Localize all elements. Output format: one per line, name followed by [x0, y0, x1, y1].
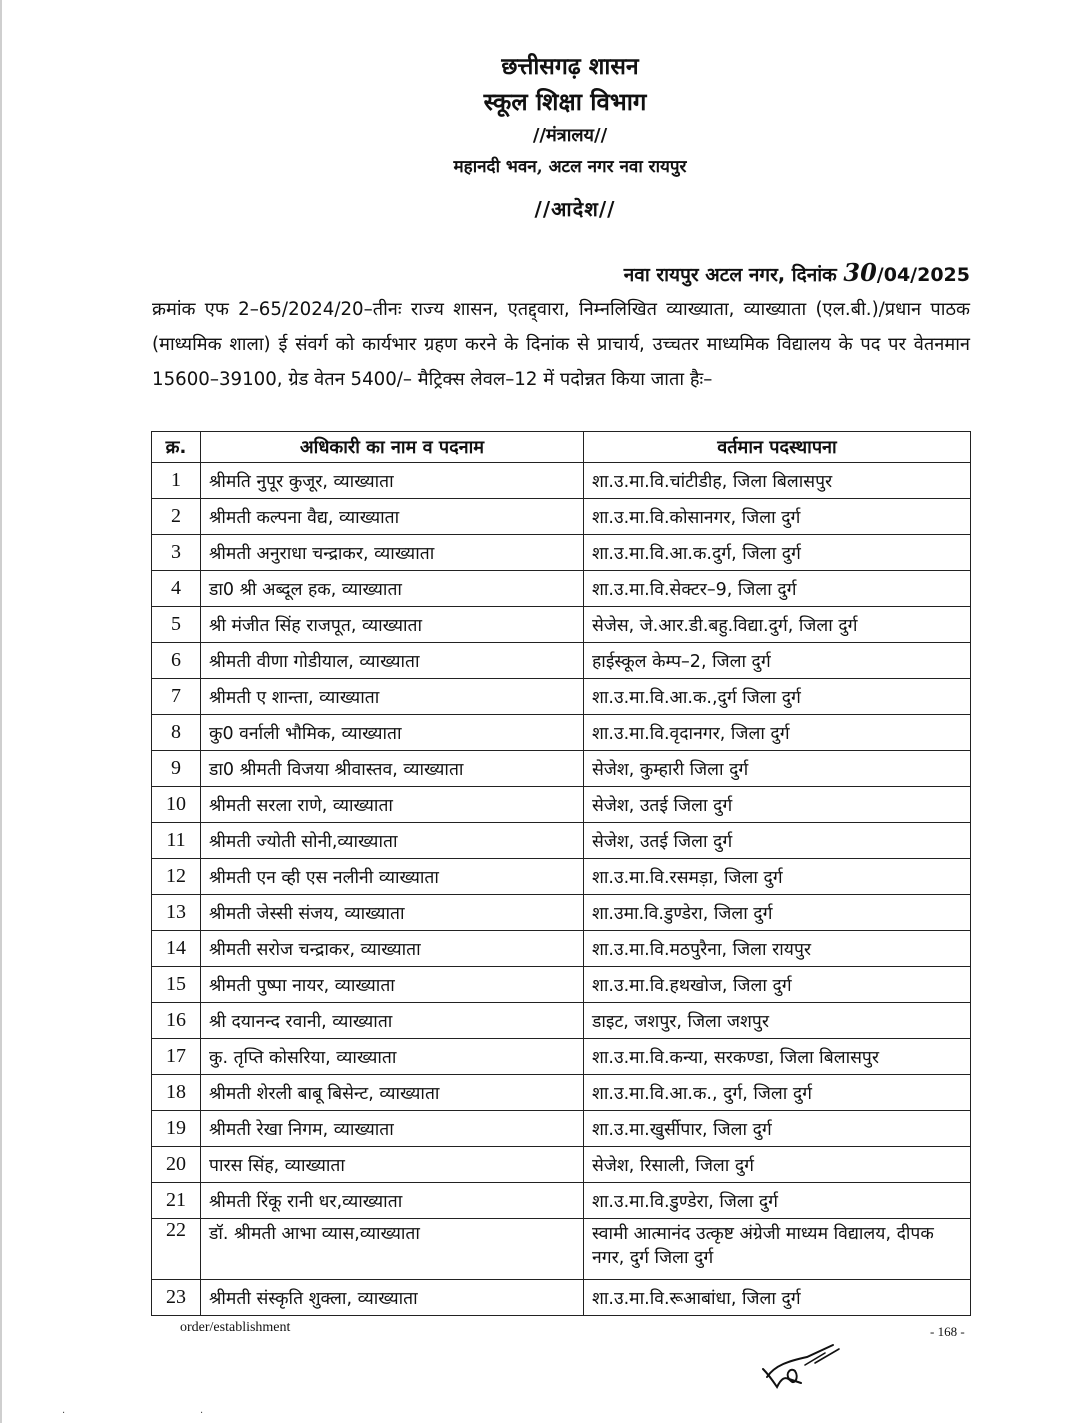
serial-cell: 19: [152, 1111, 201, 1147]
posting-cell: शा.उ.मा.वि.कोसानगर, जिला दुर्ग: [584, 499, 971, 535]
posting-cell: शा.उ.मा.खुर्सीपार, जिला दुर्ग: [584, 1111, 971, 1147]
serial-cell: 6: [152, 643, 201, 679]
serial-cell: 3: [152, 535, 201, 571]
page-number: - 168 -: [930, 1324, 965, 1339]
table-header-row: [152, 432, 971, 463]
table-row: [152, 1039, 971, 1075]
posting-cell: सेजेश, उतई जिला दुर्ग: [584, 787, 971, 823]
name-cell: श्रीमती शेरली बाबू बिसेन्ट, व्याख्याता: [201, 1075, 584, 1111]
government-name: छत्तीसगढ़ शासन: [501, 53, 639, 80]
serial-cell: 7: [152, 679, 201, 715]
footer-file-reference: order/establishment: [180, 1320, 291, 1335]
posting-cell: शा.उ.मा.वि.चांटीडीह, जिला बिलासपुर: [584, 463, 971, 499]
table-row: [152, 1147, 971, 1183]
posting-cell: सेजेश, कुम्हारी जिला दुर्ग: [584, 751, 971, 787]
name-cell: श्रीमती अनुराधा चन्द्राकर, व्याख्याता: [201, 535, 584, 571]
posting-cell: शा.उ.मा.वि.आ.क.दुर्ग, जिला दुर्ग: [584, 535, 971, 571]
order-date-line: [624, 258, 970, 287]
name-cell: डा0 श्रीमती विजया श्रीवास्तव, व्याख्याता: [201, 751, 584, 787]
name-cell: श्रीमती वीणा गोडीयाल, व्याख्याता: [201, 643, 584, 679]
table-row: [152, 607, 971, 643]
posting-cell: सेजेस, जे.आर.डी.बहु.विद्या.दुर्ग, जिला दुर्ग: [584, 607, 971, 643]
posting-cell: डाइट, जशपुर, जिला जशपुर: [584, 1003, 971, 1039]
serial-cell: 23: [152, 1280, 201, 1316]
posting-cell: शा.उ.मा.वि.आ.क.,दुर्ग जिला दुर्ग: [584, 679, 971, 715]
serial-cell: 16: [152, 1003, 201, 1039]
ministry-label: //मंत्रालय//: [532, 125, 608, 146]
name-cell: श्रीमती रेखा निगम, व्याख्याता: [201, 1111, 584, 1147]
date-rest: /04/2025: [876, 264, 970, 286]
name-cell: कु. तृप्ति कोसरिया, व्याख्याता: [201, 1039, 584, 1075]
table-row: [152, 931, 971, 967]
header-name: अधिकारी का नाम व पदनाम: [201, 432, 584, 463]
table-row: [152, 1219, 971, 1280]
office-address: महानदी भवन, अटल नगर नवा रायपुर: [453, 157, 687, 177]
serial-cell: 20: [152, 1147, 201, 1183]
department-name: स्कूल शिक्षा विभाग: [483, 87, 647, 116]
table-row: [152, 1111, 971, 1147]
table-row: [152, 679, 971, 715]
serial-cell: 10: [152, 787, 201, 823]
serial-cell: 9: [152, 751, 201, 787]
posting-cell: शा.उ.मा.वि.रूआबांधा, जिला दुर्ग: [584, 1280, 971, 1316]
name-cell: श्रीमती एन व्ही एस नलीनी व्याख्याता: [201, 859, 584, 895]
scan-speck: ·: [62, 1408, 66, 1419]
posting-cell: शा.उ.मा.वि.मठपुरैना, जिला रायपुर: [584, 931, 971, 967]
table-row: [152, 967, 971, 1003]
name-cell: श्रीमति नुपूर कुजूर, व्याख्याता: [201, 463, 584, 499]
name-cell: श्रीमती ए शान्ता, व्याख्याता: [201, 679, 584, 715]
posting-cell: शा.उ.मा.वि.रसमड़ा, जिला दुर्ग: [584, 859, 971, 895]
serial-cell: 2: [152, 499, 201, 535]
posting-cell: शा.उ.मा.वि.कन्या, सरकण्डा, जिला बिलासपुर: [584, 1039, 971, 1075]
order-paragraph: क्रमांक एफ 2–65/2024/20–तीनः राज्य शासन, एतद्द्वारा, निम्नलिखित व्याख्याता, व्याख्याता (एल.बी.)/प्रधान पाठक (माध्यमिक शाला) ई संवर्ग को कार्यभार ग्रहण करने के दिनांक से प्राचार्य, उच्चतर माध्यमिक विद्यालय के पद पर वेतनमान 15600–39100, ग्रेड वेतन 5400/– मैट्रिक्स लेवल–12 में पदोन्नत किया जाता हैः–: [152, 299, 970, 390]
posting-cell: हाईस्कूल केम्प–2, जिला दुर्ग: [584, 643, 971, 679]
posting-cell: शा.उ.मा.वि.आ.क., दुर्ग, जिला दुर्ग: [584, 1075, 971, 1111]
table-row: [152, 1075, 971, 1111]
table-row: [152, 1280, 971, 1316]
serial-cell: 21: [152, 1183, 201, 1219]
serial-cell: 8: [152, 715, 201, 751]
date-day: 30: [843, 258, 877, 287]
name-cell: श्रीमती सरोज चन्द्राकर, व्याख्याता: [201, 931, 584, 967]
table-row: [152, 535, 971, 571]
name-cell: श्रीमती पुष्पा नायर, व्याख्याता: [201, 967, 584, 1003]
posting-cell: स्वामी आत्मानंद उत्कृष्ट अंग्रेजी माध्यम विद्यालय, दीपक नगर, दुर्ग जिला दुर्ग: [584, 1219, 971, 1280]
serial-cell: 4: [152, 571, 201, 607]
serial-cell: 17: [152, 1039, 201, 1075]
table-row: [152, 571, 971, 607]
header-posting: वर्तमान पदस्थापना: [584, 432, 971, 463]
name-cell: कु0 वर्नाली भौमिक, व्याख्याता: [201, 715, 584, 751]
serial-cell: 1: [152, 463, 201, 499]
name-cell: डा0 श्री अब्दूल हक, व्याख्याता: [201, 571, 584, 607]
table-row: [152, 1183, 971, 1219]
serial-cell: 22: [152, 1219, 201, 1280]
name-cell: पारस सिंह, व्याख्याता: [201, 1147, 584, 1183]
name-cell: श्रीमती संस्कृति शुक्ला, व्याख्याता: [201, 1280, 584, 1316]
name-cell: श्री दयानन्द रवानी, व्याख्याता: [201, 1003, 584, 1039]
header-serial: क्र.: [152, 432, 201, 463]
posting-cell: शा.उमा.वि.डुण्डेरा, जिला दुर्ग: [584, 895, 971, 931]
table-row: [152, 823, 971, 859]
name-cell: श्रीमती रिंकू रानी धर,व्याख्याता: [201, 1183, 584, 1219]
serial-cell: 13: [152, 895, 201, 931]
serial-cell: 12: [152, 859, 201, 895]
scan-speck: ·: [200, 1408, 204, 1419]
name-cell: श्रीमती कल्पना वैद्य, व्याख्याता: [201, 499, 584, 535]
promotion-table: [151, 431, 971, 1316]
posting-cell: शा.उ.मा.वि.हथखोज, जिला दुर्ग: [584, 967, 971, 1003]
table-row: [152, 1003, 971, 1039]
serial-cell: 18: [152, 1075, 201, 1111]
table-row: [152, 859, 971, 895]
name-cell: डॉ. श्रीमती आभा व्यास,व्याख्याता: [201, 1219, 584, 1280]
name-cell: श्रीमती जेस्सी संजय, व्याख्याता: [201, 895, 584, 931]
name-cell: श्री मंजीत सिंह राजपूत, व्याख्याता: [201, 607, 584, 643]
date-prefix: नवा रायपुर अटल नगर, दिनांक: [623, 264, 837, 286]
handwritten-signature: [755, 1335, 845, 1395]
posting-cell: सेजेश, उतई जिला दुर्ग: [584, 823, 971, 859]
serial-cell: 14: [152, 931, 201, 967]
order-heading: //आदेश//: [534, 197, 616, 221]
table-row: [152, 787, 971, 823]
name-cell: श्रीमती सरला राणे, व्याख्याता: [201, 787, 584, 823]
posting-cell: शा.उ.मा.वि.सेक्टर–9, जिला दुर्ग: [584, 571, 971, 607]
name-cell: श्रीमती ज्योती सोनी,व्याख्याता: [201, 823, 584, 859]
table-row: [152, 895, 971, 931]
serial-cell: 15: [152, 967, 201, 1003]
serial-cell: 5: [152, 607, 201, 643]
table-row: [152, 643, 971, 679]
posting-cell: सेजेश, रिसाली, जिला दुर्ग: [584, 1147, 971, 1183]
posting-cell: शा.उ.मा.वि.वृदानगर, जिला दुर्ग: [584, 715, 971, 751]
table-row: [152, 463, 971, 499]
table-row: [152, 715, 971, 751]
table-row: [152, 751, 971, 787]
letterhead: [0, 50, 1080, 224]
table-row: [152, 499, 971, 535]
posting-cell: शा.उ.मा.वि.डुण्डेरा, जिला दुर्ग: [584, 1183, 971, 1219]
serial-cell: 11: [152, 823, 201, 859]
